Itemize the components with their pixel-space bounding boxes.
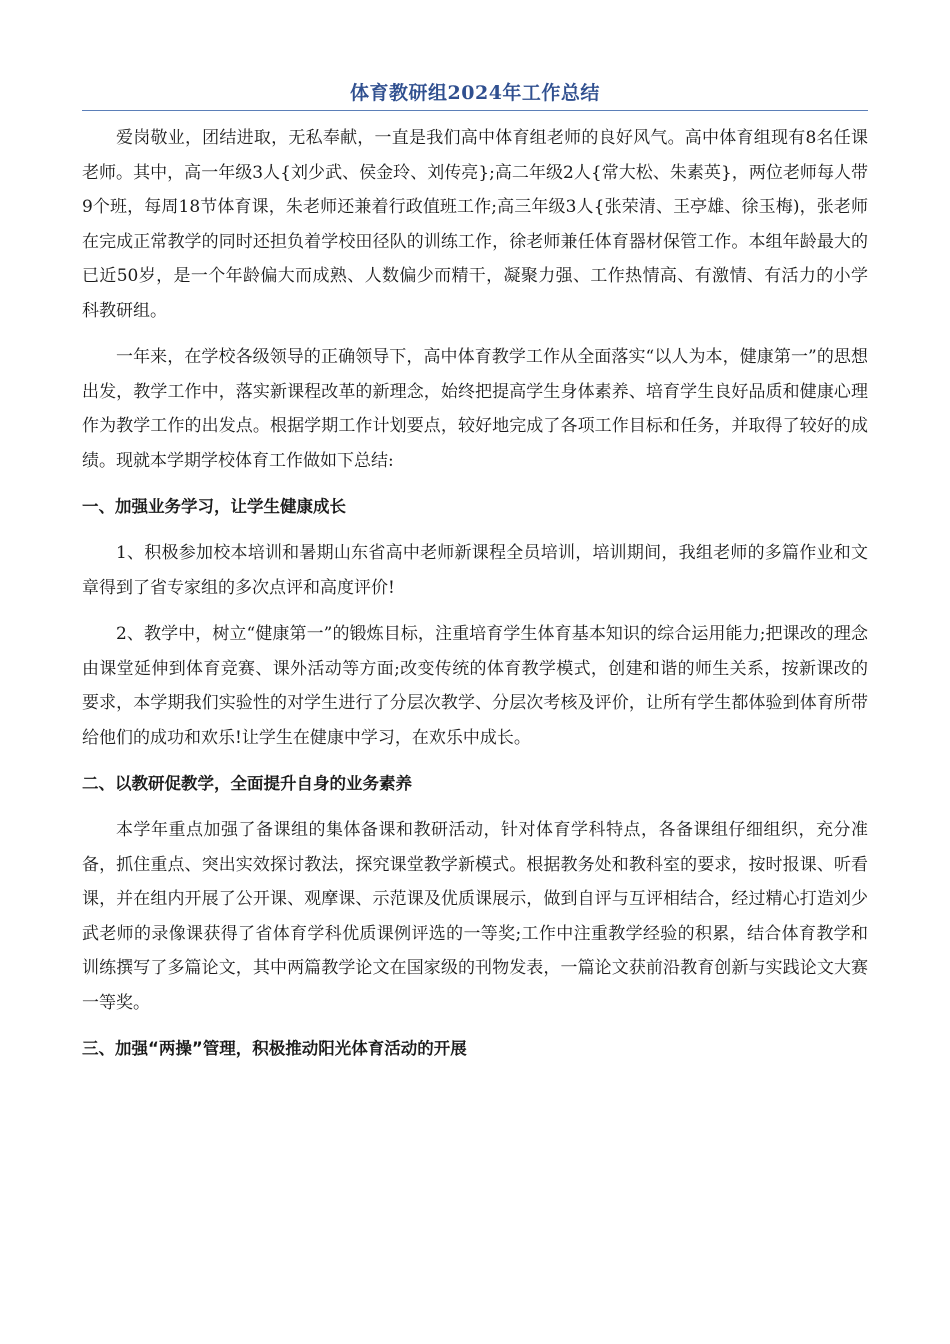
spacer bbox=[82, 524, 868, 536]
section-2-heading: 二、以教研促教学，全面提升自身的业务素养 bbox=[82, 774, 412, 793]
spacer bbox=[82, 111, 868, 121]
document-title: 体育教研组2024年工作总结 bbox=[82, 78, 868, 111]
spacer bbox=[82, 801, 868, 813]
document-page bbox=[82, 78, 868, 1066]
section-2-paragraph-1: 本学年重点加强了备课组的集体备课和教研活动，针对体育学科特点，各备课组仔细组织，充分准备，抓住重点、突出实效探讨教法，探究课堂教学新模式。根据教务处和教科室的要求，按时报课、听看课，并在组内开展了公开课、观摩课、示范课及优质课展示，做到自评与互评相结合，经过精心打造刘少武老师的录像课获得了省体育学科优质课例评选的一等奖;工作中注重教学经验的积累，结合体育教学和训练撰写了多篇论文，其中两篇教学论文在国家级的刊物发表，一篇论文获前沿教育创新与实践论文大赛一等奖。 bbox=[82, 820, 868, 1013]
spacer bbox=[82, 478, 868, 490]
intro-paragraph-1: 爱岗敬业，团结进取，无私奉献，一直是我们高中体育组老师的良好风气。高中体育组现有8名任课老师。其中，高一年级3人{刘少武、侯金玲、刘传亮};高二年级2人{常大松、朱素英}，两位老师每人带9个班，每周18节体育课，朱老师还兼着行政值班工作;高三年级3人{张荣清、王亭雄、徐玉梅)，张老师在完成正常教学的同时还担负着学校田径队的训练工作，徐老师兼任体育器材保管工作。本组年龄最大的已近50岁，是一个年龄偏大而成熟、人数偏少而精干，凝聚力强、工作热情高、有激情、有活力的小学科教研组。 bbox=[82, 128, 868, 321]
spacer bbox=[82, 1020, 868, 1032]
section-1-paragraph-1: 1、积极参加校本培训和暑期山东省高中老师新课程全员培训，培训期间，我组老师的多篇作业和文章得到了省专家组的多次点评和高度评价! bbox=[82, 543, 868, 598]
spacer bbox=[82, 755, 868, 767]
spacer bbox=[82, 328, 868, 340]
intro-paragraph-2: 一年来，在学校各级领导的正确领导下，高中体育教学工作从全面落实“以人为本，健康第一”的思想出发，教学工作中，落实新课程改革的新理念，始终把提高学生身体素养、培育学生良好品质和健康心理作为教学工作的出发点。根据学期工作计划要点，较好地完成了各项工作目标和任务，并取得了较好的成绩。现就本学期学校体育工作做如下总结: bbox=[82, 347, 868, 471]
section-1-paragraph-2: 2、教学中，树立“健康第一”的锻炼目标，注重培育学生体育基本知识的综合运用能力;把课改的理念由课堂延伸到体育竞赛、课外活动等方面;改变传统的体育教学模式，创建和谐的师生关系，按新课改的要求，本学期我们实验性的对学生进行了分层次教学、分层次考核及评价，让所有学生都体验到体育所带给他们的成功和欢乐!让学生在健康中学习，在欢乐中成长。 bbox=[82, 624, 868, 748]
section-3-heading: 三、加强“两操”管理，积极推动阳光体育活动的开展 bbox=[82, 1039, 467, 1058]
spacer bbox=[82, 605, 868, 617]
section-1-heading: 一、加强业务学习，让学生健康成长 bbox=[82, 497, 346, 516]
